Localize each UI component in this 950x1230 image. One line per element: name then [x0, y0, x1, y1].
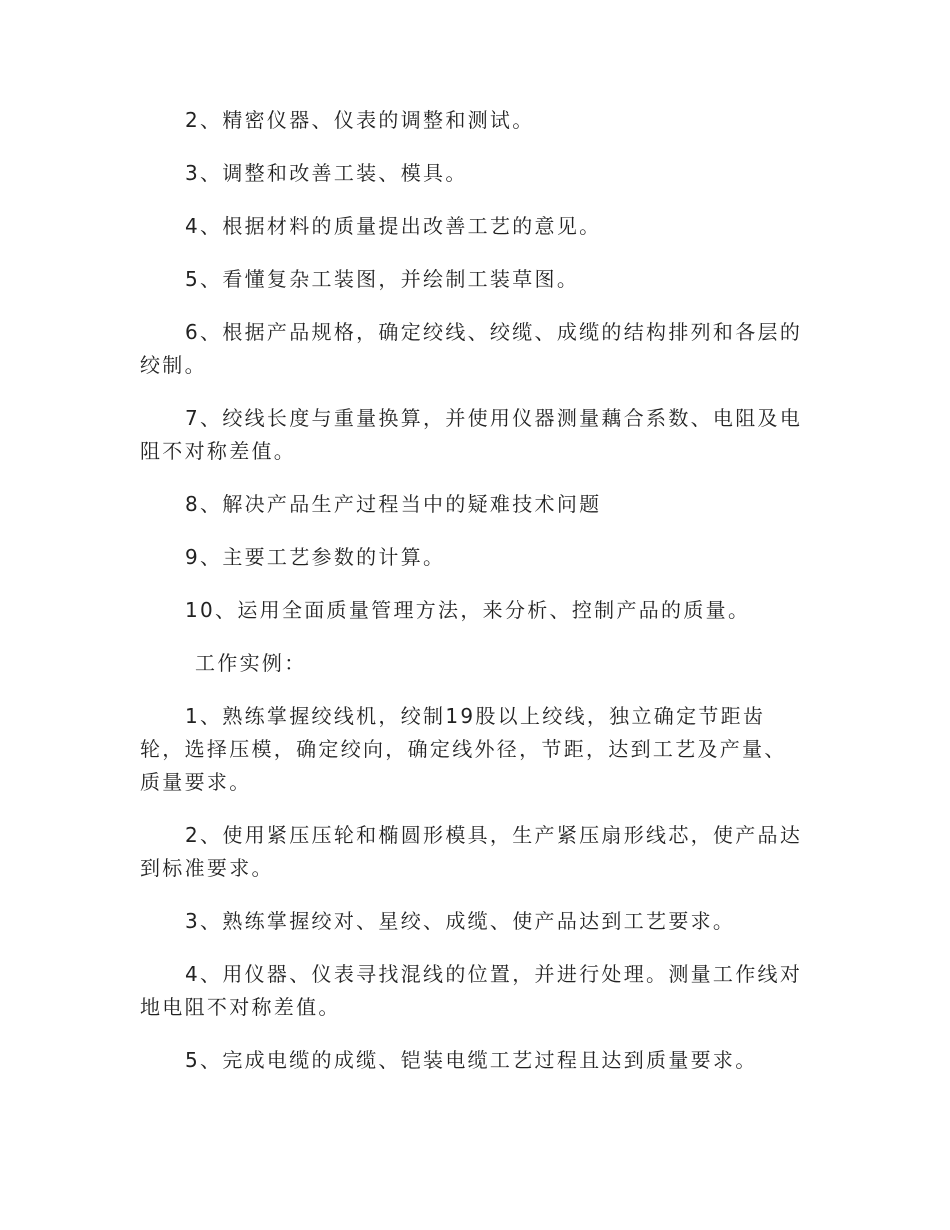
example-item-2: 2、使用紧压压轮和椭圆形模具，生产紧压扇形线芯，使产品达到标准要求。	[140, 823, 803, 880]
paragraph-item-7: 7、绞线长度与重量换算，并使用仪器测量藕合系数、电阻及电阻不对称差值。	[140, 406, 803, 463]
example-item-1: 1、熟练掌握绞线机，绞制19股以上绞线，独立确定节距齿轮，选择压模，确定绞向，确定线外径，节距，达到工艺及产量、质量要求。	[140, 704, 787, 794]
paragraph-item-4: 4、根据材料的质量提出改善工艺的意见。	[185, 214, 602, 238]
paragraph-item-2: 2、精密仪器、仪表的调整和测试。	[185, 108, 535, 132]
example-item-5: 5、完成电缆的成缆、铠装电缆工艺过程且达到质量要求。	[185, 1048, 758, 1072]
paragraph-item-8: 8、解决产品生产过程当中的疑难技术问题	[185, 492, 602, 516]
paragraph-item-5: 5、看懂复杂工装图，并绘制工装草图。	[185, 267, 580, 291]
paragraph-item-10: 10、运用全面质量管理方法，来分析、控制产品的质量。	[185, 598, 751, 622]
example-item-4: 4、用仪器、仪表寻找混线的位置，并进行处理。测量工作线对地电阻不对称差值。	[140, 962, 803, 1019]
example-item-3: 3、熟练掌握绞对、星绞、成缆、使产品达到工艺要求。	[185, 909, 736, 933]
paragraph-item-6: 6、根据产品规格，确定绞线、绞缆、成缆的结构排列和各层的绞制。	[140, 320, 803, 377]
paragraph-item-3: 3、调整和改善工装、模具。	[185, 161, 468, 185]
paragraph-item-9: 9、主要工艺参数的计算。	[185, 545, 446, 569]
document-body	[140, 104, 808, 1097]
section-heading: 工作实例：	[195, 651, 307, 675]
